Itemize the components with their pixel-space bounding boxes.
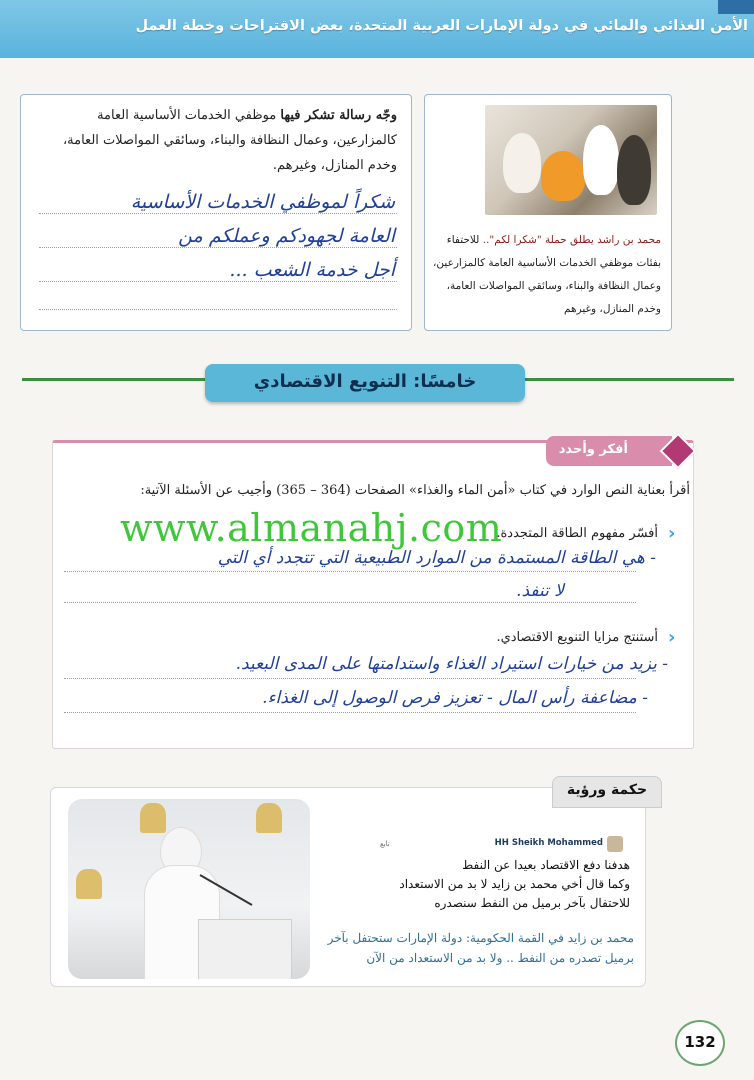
chevron-left-icon: › bbox=[668, 523, 676, 544]
summit-speaker-photo bbox=[68, 799, 310, 979]
emblem-icon bbox=[76, 869, 102, 899]
page-number: 132 bbox=[684, 1033, 716, 1051]
page-header bbox=[0, 0, 754, 58]
question-2-answer-line-2[interactable]: - مضاعفة رأس المال - تعزيز فرص الوصول إلى الغذاء. bbox=[262, 688, 648, 708]
emblem-icon bbox=[256, 803, 282, 833]
wisdom-tab bbox=[552, 776, 662, 808]
page-header-title: الأمن الغذائي والمائي في دولة الإمارات العربية المتحدة، بعض الاقتراحات وخطة العمل bbox=[135, 18, 748, 34]
activity-instructions: أقرأ بعناية النص الوارد في كتاب «أمن الماء والغذاء» الصفحات (364 – 365) وأجيب عن الأسئلة الآتية: bbox=[140, 483, 690, 498]
question-1-answer-line-2[interactable]: لا تنفذ. bbox=[516, 581, 564, 601]
think-tab bbox=[546, 436, 672, 466]
avatar bbox=[607, 836, 623, 852]
page-number-badge bbox=[675, 1020, 725, 1066]
answer-dotted-line bbox=[64, 571, 636, 572]
watermark-text: www.almanahj.com bbox=[120, 506, 503, 550]
answer-dotted-line bbox=[64, 712, 636, 713]
handwritten-line: العامة لجهودكم وعملكم من bbox=[178, 225, 395, 247]
podium bbox=[198, 919, 292, 979]
letter-instruction bbox=[37, 103, 397, 178]
tweet-author: HH Sheikh Mohammed bbox=[494, 838, 603, 848]
think-tab-label: أفكر وأحدد bbox=[558, 442, 628, 457]
answer-dotted-line bbox=[39, 213, 397, 214]
section-title-pill bbox=[205, 364, 525, 402]
thank-you-letter-box bbox=[20, 94, 412, 331]
handwritten-line: أجل خدمة الشعب ... bbox=[229, 259, 395, 281]
header-corner-accent bbox=[718, 0, 754, 14]
photo-caption-box bbox=[424, 94, 672, 331]
question-2-text: أستنتج مزايا التنويع الاقتصادي. bbox=[496, 630, 658, 645]
tweet-line: هدفنا دفع الاقتصاد بعيدا عن النفط bbox=[462, 858, 630, 872]
photo-caption-text: للاحتفاء بفئات موظفي الخدمات الأساسية العامة كالمزارعين، وعمال النظافة والبناء، وسائقي المواصلات العامة، وخدم المنازل، وغيرهم bbox=[433, 234, 661, 315]
tweet-body bbox=[300, 856, 630, 913]
answer-dotted-line bbox=[64, 678, 636, 679]
quote-caption: محمد بن زايد في القمة الحكومية: دولة الإمارات ستحتفل بآخر برميل تصدره من النفط .. ولا بد من الاستعداد من الآن bbox=[327, 931, 634, 965]
emblem-icon bbox=[140, 803, 166, 833]
follow-button[interactable]: تابع bbox=[380, 840, 390, 848]
photo-caption-lead: محمد بن راشد يطلق حملة "شكرا لكم".. bbox=[482, 234, 661, 246]
question-1-text: أفسّر مفهوم الطاقة المتجددة. bbox=[496, 526, 658, 541]
tweet-line: للاحتفال بآخر برميل من النفط سنصدره bbox=[434, 896, 630, 910]
question-1-answer-line-1[interactable]: - هي الطاقة المستمدة من الموارد الطبيعية التي تتجدد أي التي bbox=[217, 548, 656, 568]
answer-dotted-line bbox=[39, 309, 397, 310]
question-2-answer-line-1[interactable]: - يزيد من خيارات استيراد الغذاء واستدامتها على المدى البعيد. bbox=[235, 654, 668, 674]
campaign-photo bbox=[485, 105, 657, 215]
photo-caption bbox=[433, 229, 661, 321]
answer-dotted-line bbox=[39, 281, 397, 282]
answer-dotted-line bbox=[39, 247, 397, 248]
handwritten-line: شكراً لموظفي الخدمات الأساسية bbox=[130, 191, 395, 213]
chevron-left-icon: › bbox=[668, 627, 676, 648]
letter-handwritten-answer[interactable] bbox=[37, 185, 395, 287]
answer-dotted-line bbox=[64, 602, 636, 603]
tweet-line: وكما قال أخي محمد بن زايد لا بد من الاستعداد bbox=[399, 877, 630, 891]
tweet-header bbox=[494, 836, 623, 856]
letter-instruction-lead: وجّه رسالة تشكر فيها bbox=[280, 108, 397, 123]
wisdom-tab-label: حكمة ورؤية bbox=[566, 782, 648, 798]
letter-instruction-text: موظفي الخدمات الأساسية العامة كالمزارعين، وعمال النظافة والبناء، وسائقي المواصلات العامة، وخدم المنازل، وغيرهم. bbox=[62, 108, 397, 173]
section-title: خامسًا: التنويع الاقتصادي bbox=[253, 371, 477, 392]
